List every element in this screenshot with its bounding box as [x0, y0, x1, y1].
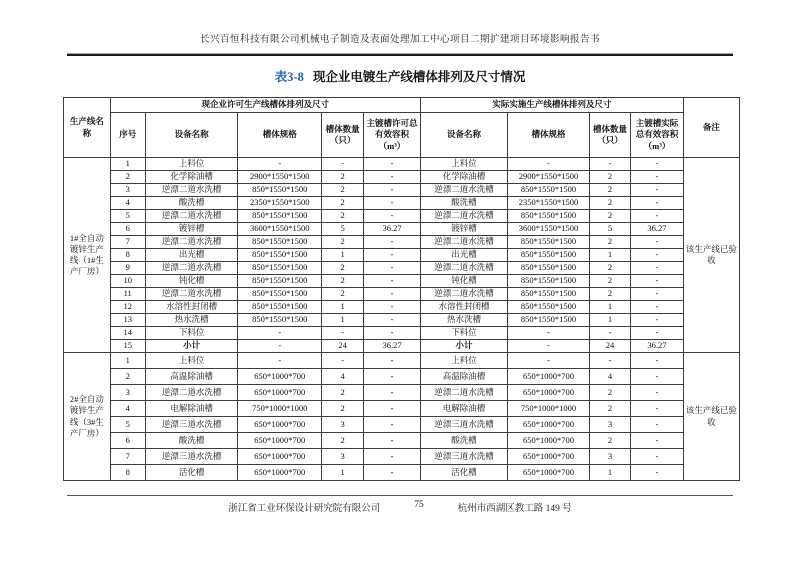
row-no-cell: 2 [110, 369, 145, 385]
header-equipment: 设备名称 [145, 113, 238, 158]
equipment-name-cell: 上料位 [145, 158, 238, 171]
tank-count-actual-cell: 24 [589, 340, 630, 353]
equipment-name-actual-cell: 化学除油槽 [420, 171, 507, 184]
tank-spec-actual-cell: 850*1550*1500 [508, 314, 590, 327]
table-body [64, 158, 740, 481]
equipment-name-cell: 电解除油槽 [145, 401, 238, 417]
tank-count-cell: 2 [322, 385, 364, 401]
permitted-volume-cell: - [364, 158, 421, 171]
tank-spec-actual-cell: 850*1550*1500 [508, 262, 590, 275]
tank-count-cell: 2 [322, 288, 364, 301]
equipment-name-cell: 小计 [145, 340, 238, 353]
permitted-volume-cell: - [364, 417, 421, 433]
equipment-name-actual-cell: 出光槽 [420, 249, 507, 262]
remark-cell: 该生产线已验收 [683, 158, 739, 353]
row-no-cell: 5 [110, 210, 145, 223]
equipment-name-actual-cell: 上料位 [420, 353, 507, 369]
tank-count-actual-cell: 2 [589, 236, 630, 249]
permitted-volume-cell: - [364, 210, 421, 223]
tank-count-cell: - [322, 327, 364, 340]
row-no-cell: 4 [110, 401, 145, 417]
equipment-name-cell: 化学除油槽 [145, 171, 238, 184]
tank-count-actual-cell: 2 [589, 401, 630, 417]
equipment-name-cell: 逆漂二道水洗槽 [145, 288, 238, 301]
tank-count-cell: 2 [322, 262, 364, 275]
tank-spec-cell: 650*1000*700 [238, 465, 322, 481]
equipment-name-actual-cell: 酸洗槽 [420, 197, 507, 210]
equipment-name-actual-cell: 镀锌槽 [420, 223, 507, 236]
row-no-cell: 12 [110, 301, 145, 314]
tank-spec-actual-cell: 750*1000*1000 [508, 401, 590, 417]
equipment-name-actual-cell: 逆漂三道水洗槽 [420, 417, 507, 433]
permitted-volume-cell: - [364, 197, 421, 210]
equipment-name-cell: 钝化槽 [145, 275, 238, 288]
row-no-cell: 13 [110, 314, 145, 327]
table-row [64, 433, 740, 449]
tank-count-cell: 1 [322, 314, 364, 327]
tank-count-actual-cell: 5 [589, 223, 630, 236]
permitted-volume-cell: - [364, 401, 421, 417]
document-footer [0, 500, 800, 514]
actual-volume-cell: - [631, 385, 684, 401]
header-count: 槽体数量（只） [322, 113, 364, 158]
actual-volume-cell: - [631, 249, 684, 262]
header-count-actual: 槽体数量（只） [589, 113, 630, 158]
tank-spec-actual-cell: - [508, 327, 590, 340]
equipment-name-actual-cell: 逆漂二道水洗槽 [420, 210, 507, 223]
tank-count-cell: 5 [322, 223, 364, 236]
equipment-name-actual-cell: 酸洗槽 [420, 433, 507, 449]
tank-spec-actual-cell: 650*1000*700 [508, 369, 590, 385]
tank-spec-actual-cell: - [508, 353, 590, 369]
header-spec: 槽体规格 [238, 113, 322, 158]
tank-spec-actual-cell: 850*1550*1500 [508, 184, 590, 197]
row-no-cell: 15 [110, 340, 145, 353]
table-row [64, 197, 740, 210]
equipment-name-cell: 逆漂二道水洗槽 [145, 210, 238, 223]
tank-spec-actual-cell: 850*1550*1500 [508, 249, 590, 262]
tank-spec-actual-cell: 3600*1550*1500 [508, 223, 590, 236]
tank-spec-cell: - [238, 340, 322, 353]
table-row [64, 275, 740, 288]
equipment-name-cell: 水溶性封闭槽 [145, 301, 238, 314]
production-line-name-cell: 1#全自动镀锌生产线（1#生产厂房） [64, 158, 111, 353]
production-line-name-cell: 2#全自动镀锌生产线（3#生产厂房） [64, 353, 111, 481]
permitted-volume-cell: - [364, 288, 421, 301]
table-row [64, 249, 740, 262]
remark-cell: 该生产线已验收 [683, 353, 739, 481]
equipment-name-actual-cell: 水溶性封闭槽 [420, 301, 507, 314]
actual-volume-cell: - [631, 353, 684, 369]
equipment-name-cell: 逆漂二道水洗槽 [145, 262, 238, 275]
permitted-volume-cell: - [364, 433, 421, 449]
tank-count-actual-cell: 2 [589, 385, 630, 401]
actual-volume-cell: - [631, 301, 684, 314]
table-row [64, 465, 740, 481]
equipment-name-actual-cell: 下料位 [420, 327, 507, 340]
tank-spec-actual-cell: 2350*1550*1500 [508, 197, 590, 210]
tank-spec-cell: 850*1550*1500 [238, 262, 322, 275]
actual-volume-cell: - [631, 236, 684, 249]
tank-count-actual-cell: 1 [589, 465, 630, 481]
equipment-name-actual-cell: 电解除油槽 [420, 401, 507, 417]
header-equipment-actual: 设备名称 [420, 113, 507, 158]
actual-volume-cell: - [631, 288, 684, 301]
table-row [64, 340, 740, 353]
permitted-volume-cell: - [364, 301, 421, 314]
table-row [64, 288, 740, 301]
equipment-name-actual-cell: 逆漂二道水洗槽 [420, 262, 507, 275]
equipment-name-actual-cell: 活化槽 [420, 465, 507, 481]
row-no-cell: 11 [110, 288, 145, 301]
tank-count-cell: 2 [322, 236, 364, 249]
header-actual-volume: 主镀槽实际总有效容积（m³） [631, 113, 684, 158]
actual-volume-cell: - [631, 197, 684, 210]
tank-count-actual-cell: 2 [589, 275, 630, 288]
tank-spec-cell: 3600*1550*1500 [238, 223, 322, 236]
equipment-name-cell: 镀锌槽 [145, 223, 238, 236]
tank-count-cell: 2 [322, 401, 364, 417]
permitted-volume-cell: - [364, 327, 421, 340]
equipment-name-cell: 酸洗槽 [145, 197, 238, 210]
equipment-name-actual-cell: 上料位 [420, 158, 507, 171]
header-remark: 备注 [683, 98, 739, 158]
row-no-cell: 7 [110, 449, 145, 465]
tank-count-actual-cell: 3 [589, 417, 630, 433]
row-no-cell: 7 [110, 236, 145, 249]
row-no-cell: 9 [110, 262, 145, 275]
tank-spec-cell: 850*1550*1500 [238, 236, 322, 249]
header-line-name: 生产线名称 [64, 98, 111, 158]
tank-count-actual-cell: 2 [589, 433, 630, 449]
row-no-cell: 8 [110, 465, 145, 481]
equipment-name-cell: 高温除油槽 [145, 369, 238, 385]
tank-count-cell: 2 [322, 210, 364, 223]
table-row [64, 353, 740, 369]
row-no-cell: 10 [110, 275, 145, 288]
equipment-name-actual-cell: 小计 [420, 340, 507, 353]
tank-count-actual-cell: 2 [589, 262, 630, 275]
table-row [64, 262, 740, 275]
tank-count-actual-cell: 2 [589, 288, 630, 301]
table-row [64, 369, 740, 385]
tank-spec-cell: 850*1550*1500 [238, 288, 322, 301]
row-no-cell: 6 [110, 223, 145, 236]
tank-count-actual-cell: 1 [589, 249, 630, 262]
row-no-cell: 3 [110, 184, 145, 197]
row-no-cell: 2 [110, 171, 145, 184]
actual-volume-cell: - [631, 275, 684, 288]
tank-count-cell: 2 [322, 171, 364, 184]
equipment-name-cell: 逆漂二道水洗槽 [145, 236, 238, 249]
tank-count-cell: 1 [322, 249, 364, 262]
table-title [0, 67, 800, 85]
tank-count-actual-cell: - [589, 327, 630, 340]
tank-count-cell: 2 [322, 197, 364, 210]
row-no-cell: 6 [110, 433, 145, 449]
table-row [64, 449, 740, 465]
equipment-name-cell: 逆漂二道水洗槽 [145, 385, 238, 401]
actual-volume-cell: 36.27 [631, 223, 684, 236]
table-title-text: 现企业电镀生产线槽体排列及尺寸情况 [312, 70, 526, 84]
table-row [64, 417, 740, 433]
table-row [64, 184, 740, 197]
tank-spec-actual-cell: 850*1550*1500 [508, 210, 590, 223]
tank-spec-cell: 850*1550*1500 [238, 275, 322, 288]
tank-spec-cell: - [238, 327, 322, 340]
permitted-volume-cell: - [364, 262, 421, 275]
equipment-name-cell: 活化槽 [145, 465, 238, 481]
equipment-name-cell: 出光槽 [145, 249, 238, 262]
permitted-volume-cell: - [364, 314, 421, 327]
tank-spec-actual-cell: 2900*1550*1500 [508, 171, 590, 184]
table-row [64, 401, 740, 417]
row-no-cell: 5 [110, 417, 145, 433]
tank-count-actual-cell: - [589, 158, 630, 171]
tank-count-cell: 1 [322, 301, 364, 314]
tank-spec-actual-cell: 850*1550*1500 [508, 236, 590, 249]
tank-spec-cell: 850*1550*1500 [238, 184, 322, 197]
tank-spec-actual-cell: 650*1000*700 [508, 385, 590, 401]
table-row [64, 210, 740, 223]
table-container [63, 97, 740, 481]
tank-spec-actual-cell: 650*1000*700 [508, 465, 590, 481]
tank-spec-actual-cell: - [508, 158, 590, 171]
tank-count-cell: 3 [322, 449, 364, 465]
equipment-name-actual-cell: 钝化槽 [420, 275, 507, 288]
equipment-name-cell: 逆漂三道水洗槽 [145, 449, 238, 465]
tank-spec-actual-cell: 650*1000*700 [508, 433, 590, 449]
tank-spec-cell: 850*1550*1500 [238, 301, 322, 314]
tank-spec-actual-cell: 650*1000*700 [508, 449, 590, 465]
permitted-volume-cell: 36.27 [364, 223, 421, 236]
footer-company: 浙江省工业环保设计研究院有限公司 [228, 504, 381, 514]
tank-spec-actual-cell: 850*1550*1500 [508, 301, 590, 314]
row-no-cell: 3 [110, 385, 145, 401]
table-row [64, 385, 740, 401]
tank-spec-cell: 2900*1550*1500 [238, 171, 322, 184]
permitted-volume-cell: - [364, 369, 421, 385]
equipment-name-actual-cell: 逆漂二道水洗槽 [420, 385, 507, 401]
permitted-volume-cell: - [364, 449, 421, 465]
row-no-cell: 14 [110, 327, 145, 340]
tank-spec-cell: 850*1550*1500 [238, 249, 322, 262]
tank-count-actual-cell: 3 [589, 449, 630, 465]
table-row [64, 223, 740, 236]
tank-count-cell: 2 [322, 275, 364, 288]
tank-count-actual-cell: 2 [589, 210, 630, 223]
row-no-cell: 1 [110, 158, 145, 171]
tank-count-actual-cell: 2 [589, 184, 630, 197]
tank-count-cell: 2 [322, 184, 364, 197]
tank-count-actual-cell: 1 [589, 314, 630, 327]
tank-count-actual-cell: 2 [589, 197, 630, 210]
actual-volume-cell: - [631, 158, 684, 171]
tank-count-cell: 24 [322, 340, 364, 353]
tank-count-actual-cell: 2 [589, 171, 630, 184]
header-no: 序号 [110, 113, 145, 158]
equipment-name-actual-cell: 逆漂二道水洗槽 [420, 184, 507, 197]
table-row [64, 301, 740, 314]
tank-count-cell: - [322, 158, 364, 171]
actual-volume-cell: - [631, 401, 684, 417]
equipment-name-actual-cell: 逆漂三道水洗槽 [420, 449, 507, 465]
header-rule [67, 53, 733, 56]
tank-spec-cell: 850*1550*1500 [238, 210, 322, 223]
equipment-name-actual-cell: 热水洗槽 [420, 314, 507, 327]
row-no-cell: 1 [110, 353, 145, 369]
tank-count-actual-cell: - [589, 353, 630, 369]
actual-volume-cell: - [631, 327, 684, 340]
actual-volume-cell: - [631, 210, 684, 223]
actual-volume-cell: - [631, 171, 684, 184]
tank-spec-cell: 650*1000*700 [238, 369, 322, 385]
actual-volume-cell: - [631, 417, 684, 433]
table-row [64, 314, 740, 327]
actual-volume-cell: - [631, 449, 684, 465]
equipment-name-cell: 热水洗槽 [145, 314, 238, 327]
equipment-name-actual-cell: 逆漂二道水洗槽 [420, 288, 507, 301]
tank-count-cell: - [322, 353, 364, 369]
table-row [64, 158, 740, 171]
actual-volume-cell: - [631, 465, 684, 481]
tank-count-actual-cell: 4 [589, 369, 630, 385]
equipment-name-cell: 上料位 [145, 353, 238, 369]
tank-count-cell: 3 [322, 417, 364, 433]
tank-count-cell: 4 [322, 369, 364, 385]
tank-count-cell: 1 [322, 465, 364, 481]
tank-spec-actual-cell: 650*1000*700 [508, 417, 590, 433]
equipment-name-cell: 酸洗槽 [145, 433, 238, 449]
actual-volume-cell: - [631, 369, 684, 385]
row-no-cell: 8 [110, 249, 145, 262]
tank-spec-cell: 650*1000*700 [238, 449, 322, 465]
permitted-volume-cell: - [364, 353, 421, 369]
footer-page-number: 75 [414, 500, 424, 510]
equipment-name-cell: 逆漂二道水洗槽 [145, 184, 238, 197]
tank-spec-cell: 750*1000*1000 [238, 401, 322, 417]
permitted-volume-cell: - [364, 236, 421, 249]
permitted-volume-cell: - [364, 275, 421, 288]
tank-spec-cell: 650*1000*700 [238, 417, 322, 433]
equipment-name-cell: 逆漂三道水洗槽 [145, 417, 238, 433]
table-row [64, 327, 740, 340]
actual-volume-cell: - [631, 314, 684, 327]
equipment-name-actual-cell: 高温除油槽 [420, 369, 507, 385]
tank-count-actual-cell: 1 [589, 301, 630, 314]
table-row [64, 236, 740, 249]
equipment-name-actual-cell: 逆漂二道水洗槽 [420, 236, 507, 249]
header-group-permitted: 现企业许可生产线槽体排列及尺寸 [110, 98, 420, 113]
equipment-name-cell: 下料位 [145, 327, 238, 340]
tank-spec-actual-cell: 850*1550*1500 [508, 288, 590, 301]
tank-spec-actual-cell: - [508, 340, 590, 353]
row-no-cell: 4 [110, 197, 145, 210]
actual-volume-cell: - [631, 184, 684, 197]
tank-spec-cell: 650*1000*700 [238, 385, 322, 401]
actual-volume-cell: 36.27 [631, 340, 684, 353]
tank-spec-actual-cell: 850*1550*1500 [508, 275, 590, 288]
actual-volume-cell: - [631, 262, 684, 275]
header-spec-actual: 槽体规格 [508, 113, 590, 158]
table-row [64, 171, 740, 184]
actual-volume-cell: - [631, 433, 684, 449]
tank-spec-cell: 2350*1550*1500 [238, 197, 322, 210]
permitted-volume-cell: - [364, 171, 421, 184]
header-group-actual: 实际实施生产线槽体排列及尺寸 [420, 98, 683, 113]
tank-spec-cell: 850*1550*1500 [238, 314, 322, 327]
permitted-volume-cell: - [364, 184, 421, 197]
tank-spec-cell: - [238, 158, 322, 171]
tank-spec-cell: - [238, 353, 322, 369]
document-header: 长兴百恒科技有限公司机械电子制造及表面处理加工中心项目二期扩建项目环境影响报告书 [199, 35, 600, 45]
footer-address: 杭州市西湖区教工路 149 号 [457, 504, 572, 514]
permitted-volume-cell: - [364, 249, 421, 262]
header-permitted-volume: 主镀槽许可总有效容积（m³） [364, 113, 421, 158]
permitted-volume-cell: - [364, 385, 421, 401]
footer-rule [67, 495, 733, 496]
tank-count-cell: 2 [322, 433, 364, 449]
tank-arrangement-table [63, 97, 740, 481]
tank-spec-cell: 650*1000*700 [238, 433, 322, 449]
table-number: 表3-8 [274, 70, 304, 84]
permitted-volume-cell: - [364, 465, 421, 481]
permitted-volume-cell: 36.27 [364, 340, 421, 353]
